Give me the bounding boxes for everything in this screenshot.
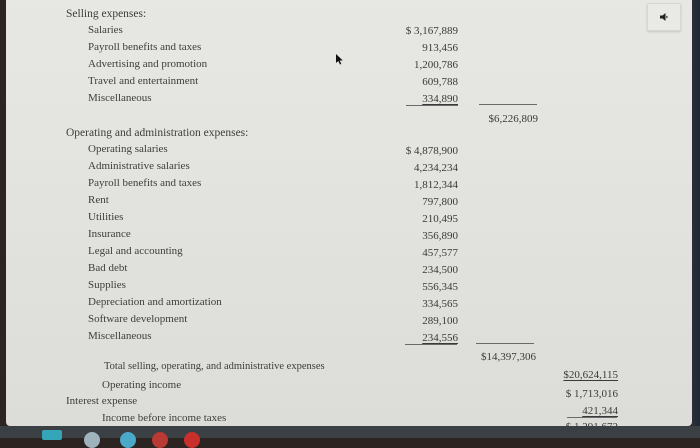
operating-item-label: Miscellaneous [88, 330, 152, 342]
selling-heading: Selling expenses: [66, 8, 147, 20]
taskbar-app-icon[interactable] [42, 430, 62, 440]
operating-item-amount: 1,812,344 [414, 179, 458, 191]
summary-label: Income before income taxes [102, 412, 227, 424]
taskbar [0, 426, 700, 438]
mouse-cursor-icon [336, 54, 344, 65]
operating-total: $14,397,306 [481, 351, 536, 363]
summary-amount: 421,344 [582, 405, 618, 417]
total-rule [476, 343, 534, 344]
selling-item-label: Payroll benefits and taxes [88, 41, 202, 53]
taskbar-app-icon[interactable] [84, 432, 100, 448]
summary-amount: $20,624,115 [563, 369, 618, 381]
underline-rule [405, 344, 457, 345]
operating-item-amount: 4,234,234 [414, 162, 458, 174]
operating-item-label: Depreciation and amortization [88, 296, 222, 308]
operating-item-amount: 334,565 [422, 298, 458, 310]
selling-item-label: Salaries [88, 24, 123, 36]
operating-item-label: Operating salaries [88, 143, 168, 155]
operating-item-amount: 556,345 [422, 281, 458, 293]
operating-item-label: Rent [88, 194, 109, 206]
operating-heading: Operating and administration expenses: [66, 127, 249, 139]
speaker-icon [659, 12, 669, 22]
underline-rule [406, 105, 458, 106]
operating-item-label: Insurance [88, 228, 131, 240]
selling-item-amount: $ 3,167,889 [405, 25, 458, 37]
audio-button[interactable] [647, 3, 681, 31]
operating-item-amount: 457,577 [422, 247, 458, 259]
taskbar-app-icon[interactable] [120, 432, 136, 448]
operating-item-amount: $ 4,878,900 [405, 145, 458, 157]
taskbar-app-icon[interactable] [152, 432, 168, 448]
operating-item-label: Administrative salaries [88, 160, 190, 172]
operating-item-label: Payroll benefits and taxes [88, 177, 202, 189]
operating-item-amount: 234,556 [422, 332, 458, 344]
selling-item-amount: 609,788 [422, 76, 458, 88]
operating-item-label: Bad debt [88, 262, 128, 274]
operating-item-amount: 234,500 [422, 264, 458, 276]
underline-rule [567, 417, 617, 418]
selling-item-amount: 913,456 [422, 42, 458, 54]
summary-amount: $ 1,713,016 [565, 388, 618, 400]
summary-label: Interest expense [66, 395, 138, 407]
operating-item-amount: 289,100 [422, 315, 458, 327]
operating-item-label: Supplies [88, 279, 126, 291]
operating-item-amount: 797,800 [422, 196, 458, 208]
selling-item-label: Travel and entertainment [88, 75, 199, 87]
operating-item-label: Software development [88, 313, 188, 325]
summary-label: Total selling, operating, and administrative expenses [104, 361, 325, 372]
taskbar-app-icon[interactable] [184, 432, 200, 448]
summary-label: Operating income [102, 379, 182, 391]
operating-item-amount: 356,890 [422, 230, 458, 242]
operating-item-label: Legal and accounting [88, 245, 183, 257]
selling-total: $6,226,809 [488, 113, 538, 125]
screen-edge [692, 0, 700, 438]
selling-item-amount: 334,890 [422, 93, 458, 105]
operating-item-amount: 210,495 [422, 213, 458, 225]
operating-item-label: Utilities [88, 211, 124, 223]
total-rule [479, 104, 537, 105]
selling-item-label: Miscellaneous [88, 92, 152, 104]
selling-item-amount: 1,200,786 [414, 59, 458, 71]
selling-item-label: Advertising and promotion [88, 58, 208, 70]
